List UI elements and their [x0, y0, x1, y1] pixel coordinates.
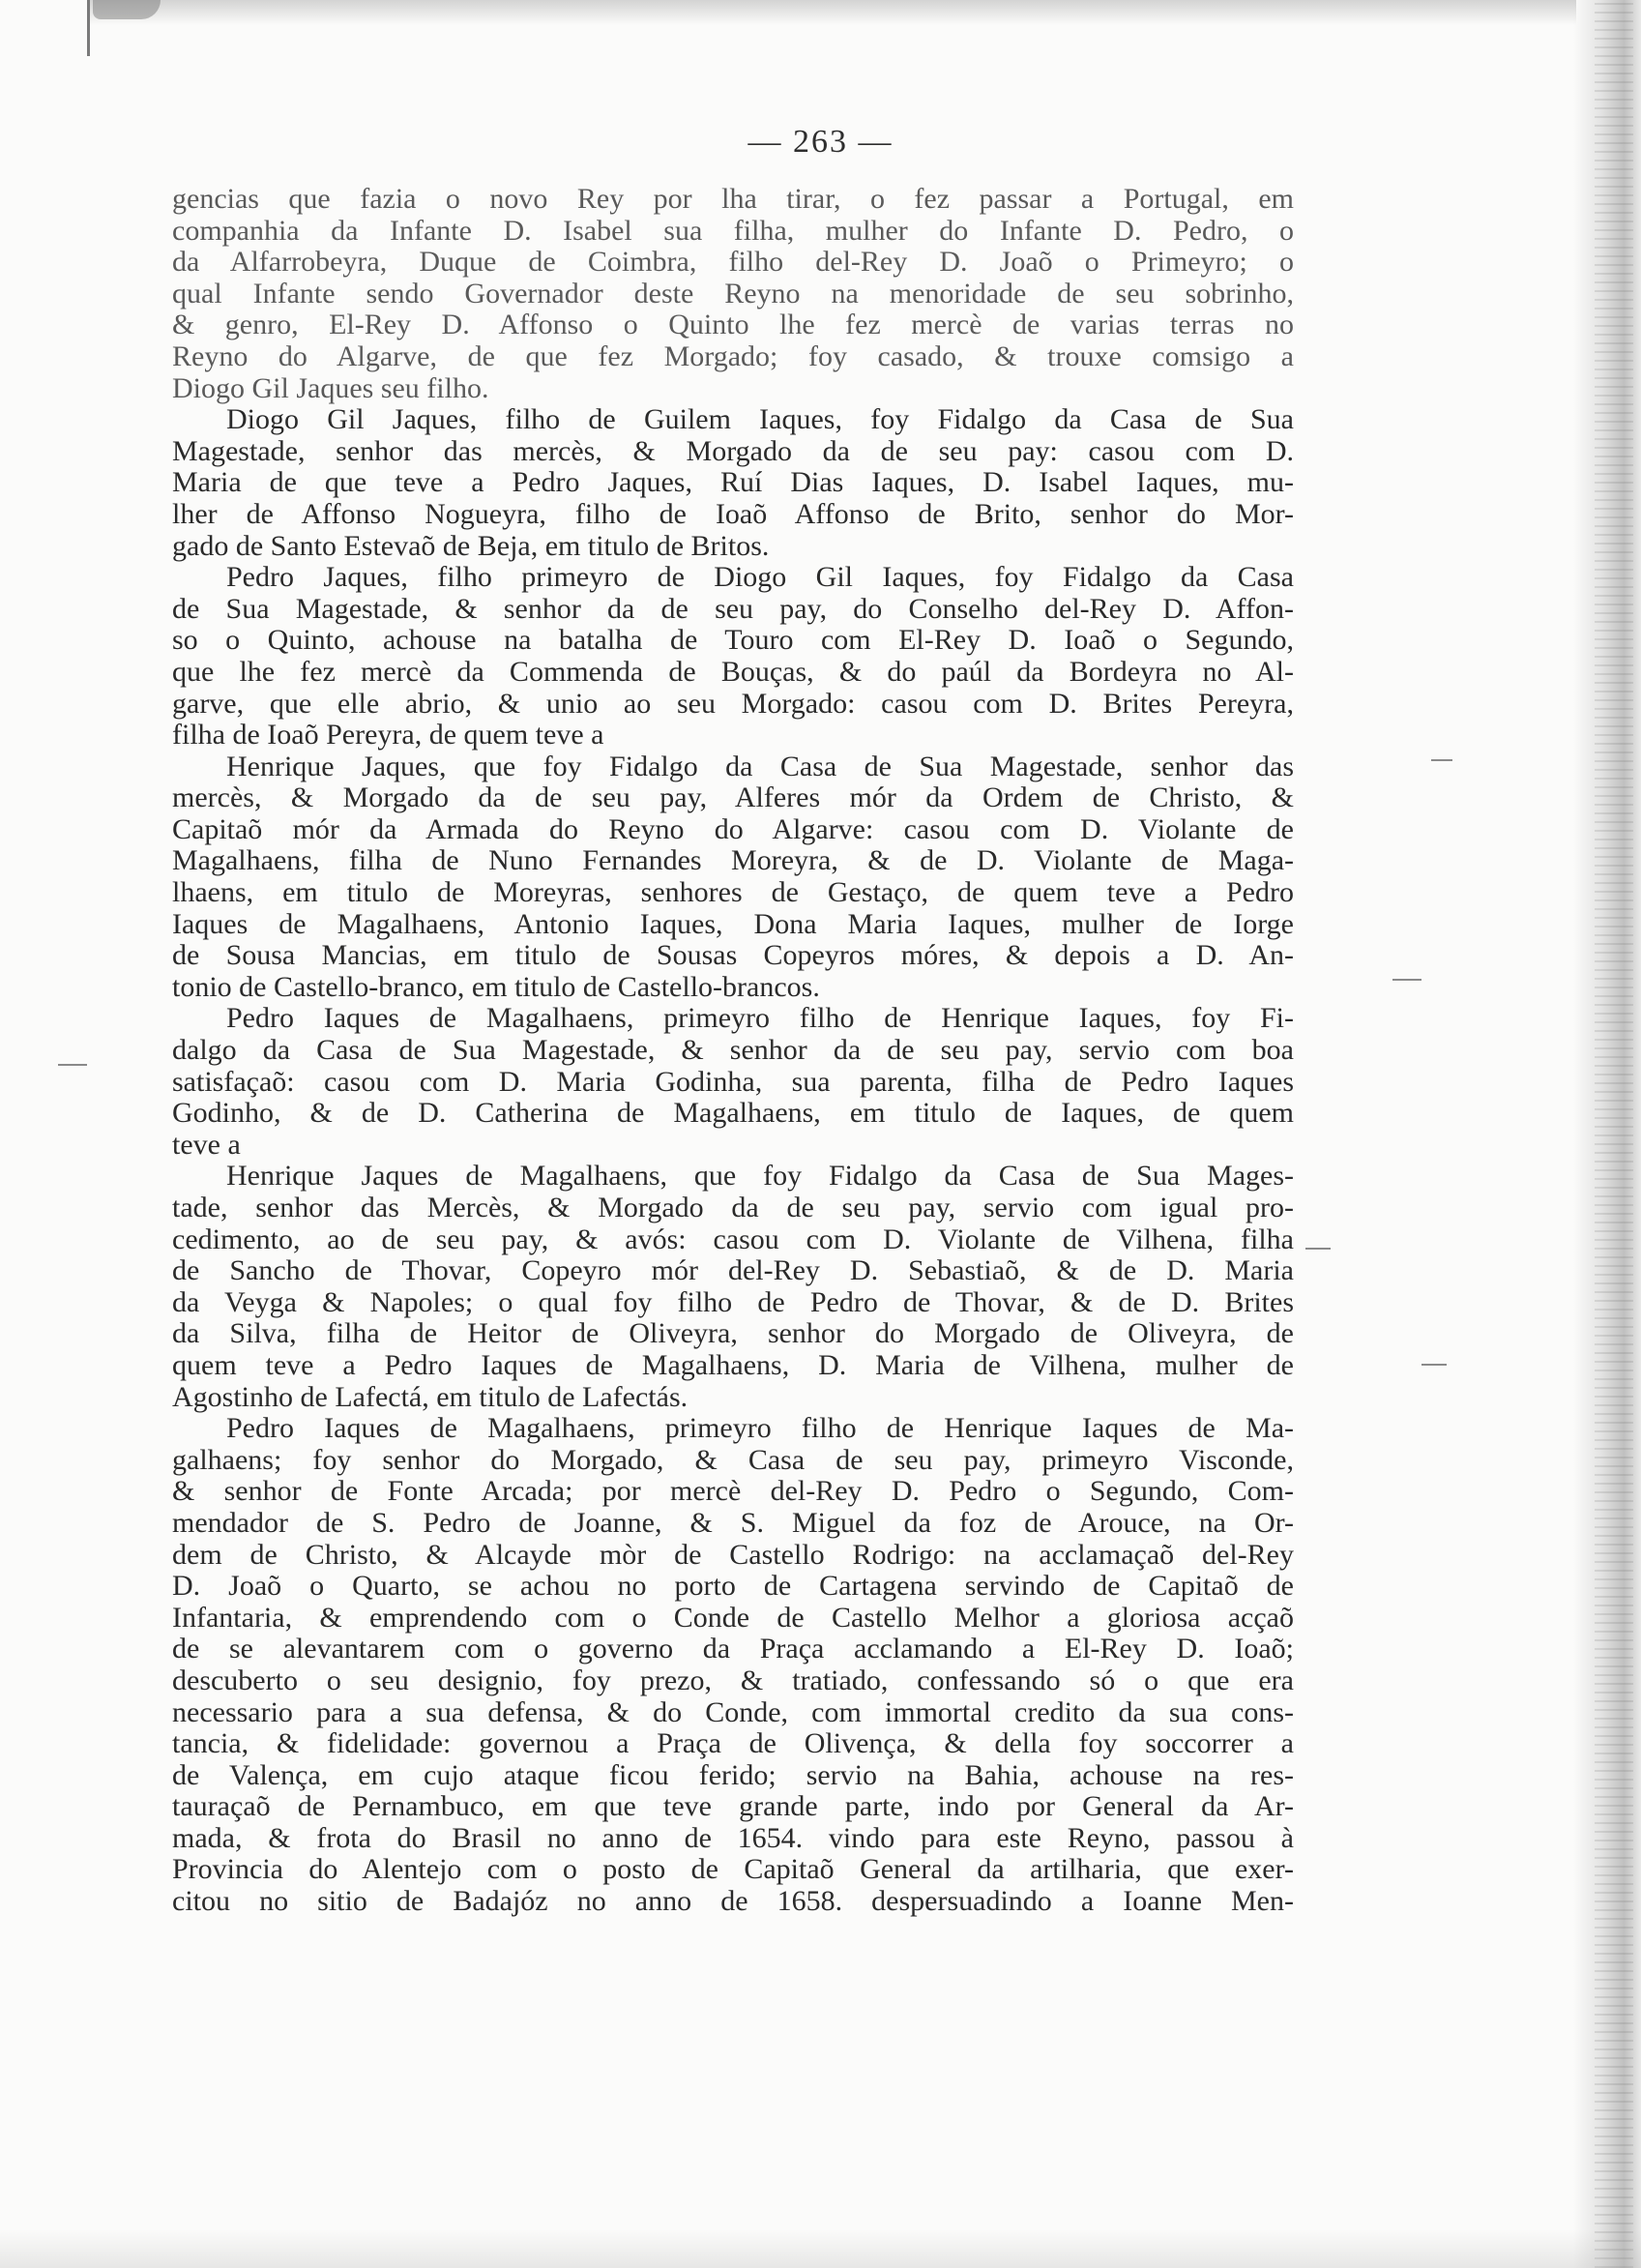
text-line: galhaens; foy senhor do Morgado, & Casa de seu pay, primeyro Visconde,	[172, 1443, 1294, 1476]
text-line: so o Quinto, achouse na batalha de Touro com El-Rey D. Ioaõ o Segundo,	[172, 624, 1294, 657]
text-line: da Alfarrobeyra, Duque de Coimbra, filho del-Rey D. Joaõ o Primeyro; o	[172, 246, 1294, 279]
text-line: de Sancho de Thovar, Copeyro mór del-Rey D. Sebastiaõ, & de D. Maria	[172, 1254, 1294, 1287]
text-line: lhaens, em titulo de Moreyras, senhores de Gestaço, de quem teve a Pedro	[172, 876, 1294, 909]
text-line: Pedro Iaques de Magalhaens, primeyro filho de Henrique Iaques, foy Fi-	[226, 1002, 1294, 1035]
text-line: necessario para a sua defensa, & do Conde, com immortal credito da sua cons-	[172, 1695, 1294, 1728]
margin-mark	[58, 1064, 87, 1066]
text-line: garve, que elle abrio, & unio ao seu Morgado: casou com D. Brites Pereyra,	[172, 687, 1294, 720]
text-line: & senhor de Fonte Arcada; por mercè del-Rey D. Pedro o Segundo, Com-	[172, 1475, 1294, 1508]
text-line: qual Infante sendo Governador deste Reyno na menoridade de seu sobrinho,	[172, 277, 1294, 309]
scan-mark-left	[87, 0, 90, 56]
text-line: Diogo Gil Jaques seu filho.	[172, 371, 489, 404]
text-line: Pedro Jaques, filho primeyro de Diogo Gil Iaques, foy Fidalgo da Casa	[226, 561, 1294, 594]
margin-mark	[1421, 1364, 1447, 1366]
margin-mark	[1431, 759, 1452, 761]
text-line: Agostinho de Lafectá, em titulo de Lafectás.	[172, 1380, 689, 1413]
text-line: da Silva, filha de Heitor de Oliveyra, senhor do Morgado de Oliveyra, de	[172, 1317, 1294, 1350]
text-line: de Sua Magestade, & senhor da de seu pay, do Conselho del-Rey D. Affon-	[172, 592, 1294, 625]
scan-shadow-bottom	[0, 2229, 1641, 2268]
text-line: que lhe fez mercè da Commenda de Bouças, & do paúl da Bordeyra no Al-	[172, 655, 1294, 688]
margin-mark	[1392, 979, 1421, 981]
text-line: de Valença, em cujo ataque ficou ferido; servio na Bahia, achouse na res-	[172, 1758, 1294, 1791]
paragraph-3	[172, 751, 1294, 1004]
text-line: mercès, & Morgado da de seu pay, Alferes mór da Ordem de Christo, &	[172, 781, 1294, 814]
text-line: Iaques de Magalhaens, Antonio Iaques, Dona Maria Iaques, mulher de Iorge	[172, 907, 1294, 940]
paragraph-2	[172, 562, 1294, 751]
text-line: Magalhaens, filha de Nuno Fernandes Moreyra, & de D. Violante de Maga-	[172, 844, 1294, 877]
margin-mark	[1305, 1248, 1331, 1250]
paragraph-5	[172, 1161, 1294, 1413]
text-line: tauraçaõ de Pernambuco, em que teve grande parte, indo por General da Ar-	[172, 1790, 1294, 1823]
scan-shadow-top	[87, 0, 1576, 25]
text-line: teve a	[172, 1128, 241, 1161]
body-text	[172, 184, 1294, 1918]
text-line: dalgo da Casa de Sua Magestade, & senhor da de seu pay, servio com boa	[172, 1034, 1294, 1067]
paragraph-4	[172, 1003, 1294, 1161]
text-line: de Sousa Mancias, em titulo de Sousas Copeyros móres, & depois a D. An-	[172, 939, 1294, 972]
text-line: Godinho, & de D. Catherina de Magalhaens, em titulo de Iaques, de quem	[172, 1097, 1294, 1130]
text-line: Reyno do Algarve, de que fez Morgado; foy casado, & trouxe comsigo a	[172, 339, 1294, 372]
text-line: Infantaria, & emprendendo com o Conde de Castello Melhor a gloriosa acçaõ	[172, 1601, 1294, 1634]
text-line: dem de Christo, & Alcayde mòr de Castello Rodrigo: na acclamaçaõ del-Rey	[172, 1538, 1294, 1571]
text-line: cedimento, ao de seu pay, & avós: casou com D. Violante de Vilhena, filha	[172, 1222, 1294, 1255]
text-line: Magestade, senhor das mercès, & Morgado da de seu pay: casou com D.	[172, 434, 1294, 467]
paragraph-6	[172, 1413, 1294, 1918]
text-line: de se alevantarem com o governo da Praça acclamando a El-Rey D. Ioaõ;	[172, 1633, 1294, 1665]
scan-blot-top-left	[93, 0, 161, 19]
text-line: descuberto o seu designio, foy prezo, & tratiado, confessando só o que era	[172, 1664, 1294, 1696]
text-line: satisfaçaõ: casou com D. Maria Godinha, sua parenta, filha de Pedro Iaques	[172, 1065, 1294, 1098]
text-line: companhia da Infante D. Isabel sua filha, mulher do Infante D. Pedro, o	[172, 214, 1294, 247]
text-line: Maria de que teve a Pedro Jaques, Ruí Dias Iaques, D. Isabel Iaques, mu-	[172, 466, 1294, 499]
text-line: quem teve a Pedro Iaques de Magalhaens, D. Maria de Vilhena, mulher de	[172, 1348, 1294, 1381]
page-number: — 263 —	[747, 124, 894, 160]
paragraph-0	[172, 184, 1294, 404]
text-line: & genro, El-Rey D. Affonso o Quinto lhe fez mercè de varias terras no	[172, 309, 1294, 341]
text-line: tonio de Castello-branco, em titulo de Castello-brancos.	[172, 970, 820, 1003]
text-line: D. Joaõ o Quarto, se achou no porto de Cartagena servindo de Capitaõ de	[172, 1570, 1294, 1603]
text-line: mendador de S. Pedro de Joanne, & S. Miguel da foz de Arouce, na Or-	[172, 1506, 1294, 1539]
text-line: citou no sitio de Badajóz no anno de 1658. despersuadindo a Ioanne Men-	[172, 1885, 1294, 1918]
text-line: da Veyga & Napoles; o qual foy filho de Pedro de Thovar, & de D. Brites	[172, 1285, 1294, 1318]
text-line: Henrique Jaques de Magalhaens, que foy Fidalgo da Casa de Sua Mages-	[226, 1160, 1294, 1193]
text-line: tancia, & fidelidade: governou a Praça de Olivença, & della foy soccorrer a	[172, 1727, 1294, 1760]
text-line: Provincia do Alentejo com o posto de Capitaõ General da artilharia, que exer-	[172, 1853, 1294, 1886]
text-line: Diogo Gil Jaques, filho de Guilem Iaques, foy Fidalgo da Casa de Sua	[226, 403, 1294, 436]
text-line: tade, senhor das Mercès, & Morgado da de seu pay, servio com igual pro-	[172, 1192, 1294, 1223]
text-line: Henrique Jaques, que foy Fidalgo da Casa de Sua Magestade, senhor das	[226, 750, 1294, 782]
paragraph-1	[172, 404, 1294, 562]
text-line: gencias que fazia o novo Rey por lha tirar, o fez passar a Portugal, em	[172, 183, 1294, 215]
text-line: mada, & frota do Brasil no anno de 1654. vindo para este Reyno, passou à	[172, 1821, 1294, 1854]
text-line: Pedro Iaques de Magalhaens, primeyro filho de Henrique Iaques de Ma-	[226, 1412, 1294, 1445]
text-line: gado de Santo Estevaõ de Beja, em titulo de Britos.	[172, 529, 770, 562]
text-line: lher de Affonso Nogueyra, filho de Ioaõ Affonso de Brito, senhor do Mor-	[172, 497, 1294, 530]
scan-speckle-right	[1595, 0, 1633, 2268]
text-line: filha de Ioaõ Pereyra, de quem teve a	[172, 719, 604, 751]
text-line: Capitaõ mór da Armada do Reyno do Algarve: casou com D. Violante de	[172, 812, 1294, 845]
